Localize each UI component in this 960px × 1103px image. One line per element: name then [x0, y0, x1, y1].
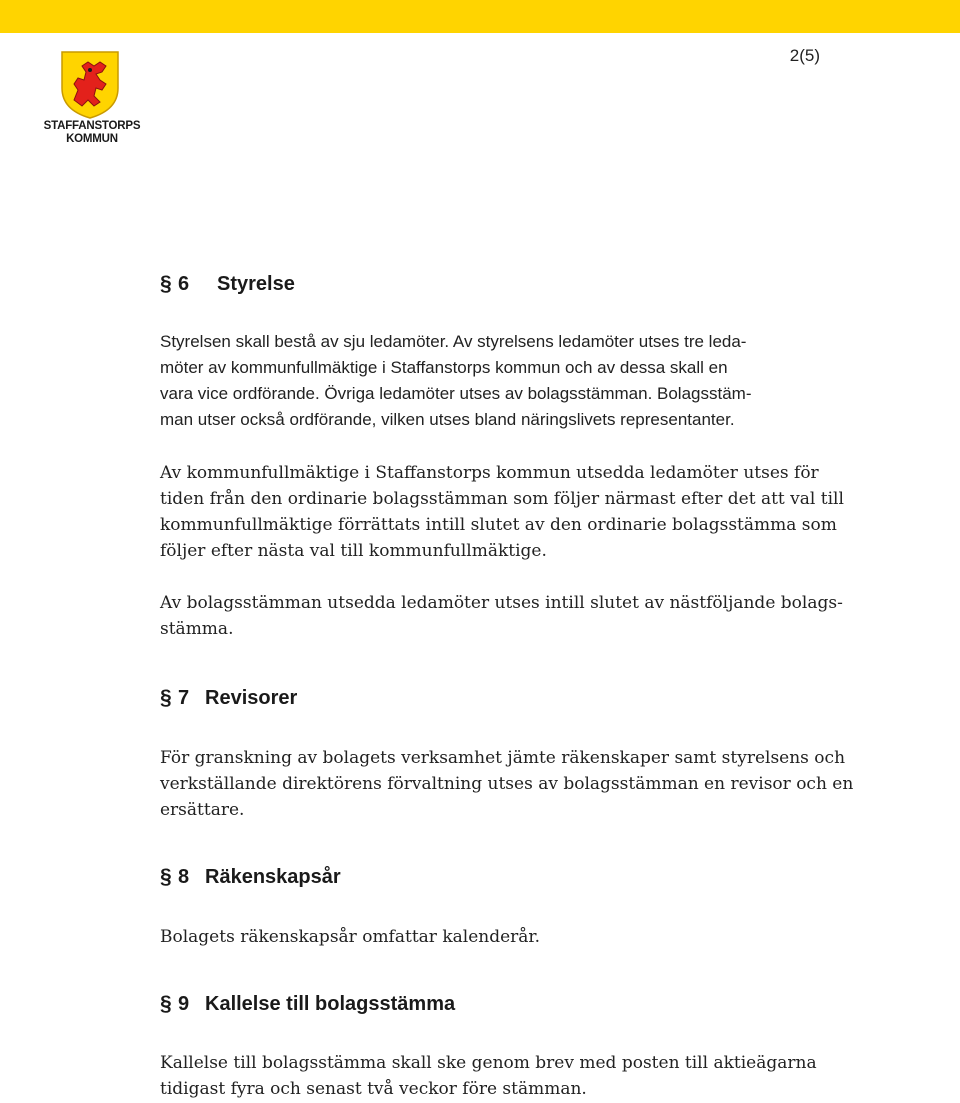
text-line: Styrelsen skall bestå av sju ledamöter. Av styrelsens ledamöter utses tre leda- — [160, 332, 747, 351]
text-line: vara vice ordförande. Övriga ledamöter utses av bolagsstämman. Bolagsstäm- — [160, 384, 752, 403]
text-line: ersättare. — [160, 800, 245, 820]
text-line: man utser också ordförande, vilken utses bland näringslivets representanter. — [160, 410, 735, 429]
municipality-logo — [42, 50, 142, 146]
text-line: Bolagets räkenskapsår omfattar kalenderår. — [160, 927, 541, 947]
section-mark: § — [160, 992, 172, 1015]
section-heading-6 — [160, 272, 295, 296]
page-number: 2(5) — [789, 46, 820, 65]
section-6-paragraph-3 — [160, 590, 860, 642]
section-mark: § — [160, 686, 172, 709]
section-9-paragraph-1 — [160, 1050, 860, 1102]
text-line: Av bolagsstämman utsedda ledamöter utses intill slutet av nästföljande bolags- — [160, 593, 843, 613]
top-accent-bar — [0, 0, 960, 33]
section-number: 8 — [178, 866, 190, 888]
section-6-paragraph-1 — [160, 329, 860, 433]
section-mark: § — [160, 272, 172, 295]
section-8-paragraph-1 — [160, 924, 860, 950]
section-title: Räkenskapsår — [205, 866, 341, 888]
text-line: För granskning av bolagets verksamhet jämte räkenskaper samt styrelsens och — [160, 748, 846, 768]
text-line: möter av kommunfullmäktige i Staffanstorps kommun och av dessa skall en — [160, 358, 728, 377]
text-line: följer efter nästa val till kommunfullmäktige. — [160, 541, 547, 561]
section-6-paragraph-2 — [160, 460, 860, 564]
section-7-paragraph-1 — [160, 745, 860, 823]
section-number: 7 — [178, 687, 190, 709]
coat-of-arms-icon — [60, 50, 120, 120]
section-title: Revisorer — [205, 687, 298, 709]
text-line: tidigast fyra och senast två veckor före stämman. — [160, 1079, 587, 1099]
section-mark: § — [160, 865, 172, 888]
text-line: Kallelse till bolagsstämma skall ske genom brev med posten till aktieägarna — [160, 1053, 817, 1073]
section-title: Kallelse till bolagsstämma — [205, 993, 456, 1015]
text-line: kommunfullmäktige förrättats intill slutet av den ordinarie bolagsstämma som — [160, 515, 837, 535]
text-line: verkställande direktörens förvaltning utses av bolagsstämman en revisor och en — [160, 774, 854, 794]
logo-name-line2: KOMMUN — [66, 133, 118, 145]
logo-name-line1: STAFFANSTORPS — [43, 120, 141, 132]
text-line: tiden från den ordinarie bolagsstämman som följer närmast efter det att val till — [160, 489, 844, 509]
section-number: 6 — [178, 273, 190, 295]
section-title: Styrelse — [217, 273, 295, 295]
section-number: 9 — [178, 993, 190, 1015]
section-heading-8 — [160, 865, 341, 889]
section-heading-9 — [160, 992, 455, 1016]
section-heading-7 — [160, 686, 297, 710]
text-line: Av kommunfullmäktige i Staffanstorps kommun utsedda ledamöter utses för — [160, 463, 819, 483]
text-line: stämma. — [160, 619, 234, 639]
